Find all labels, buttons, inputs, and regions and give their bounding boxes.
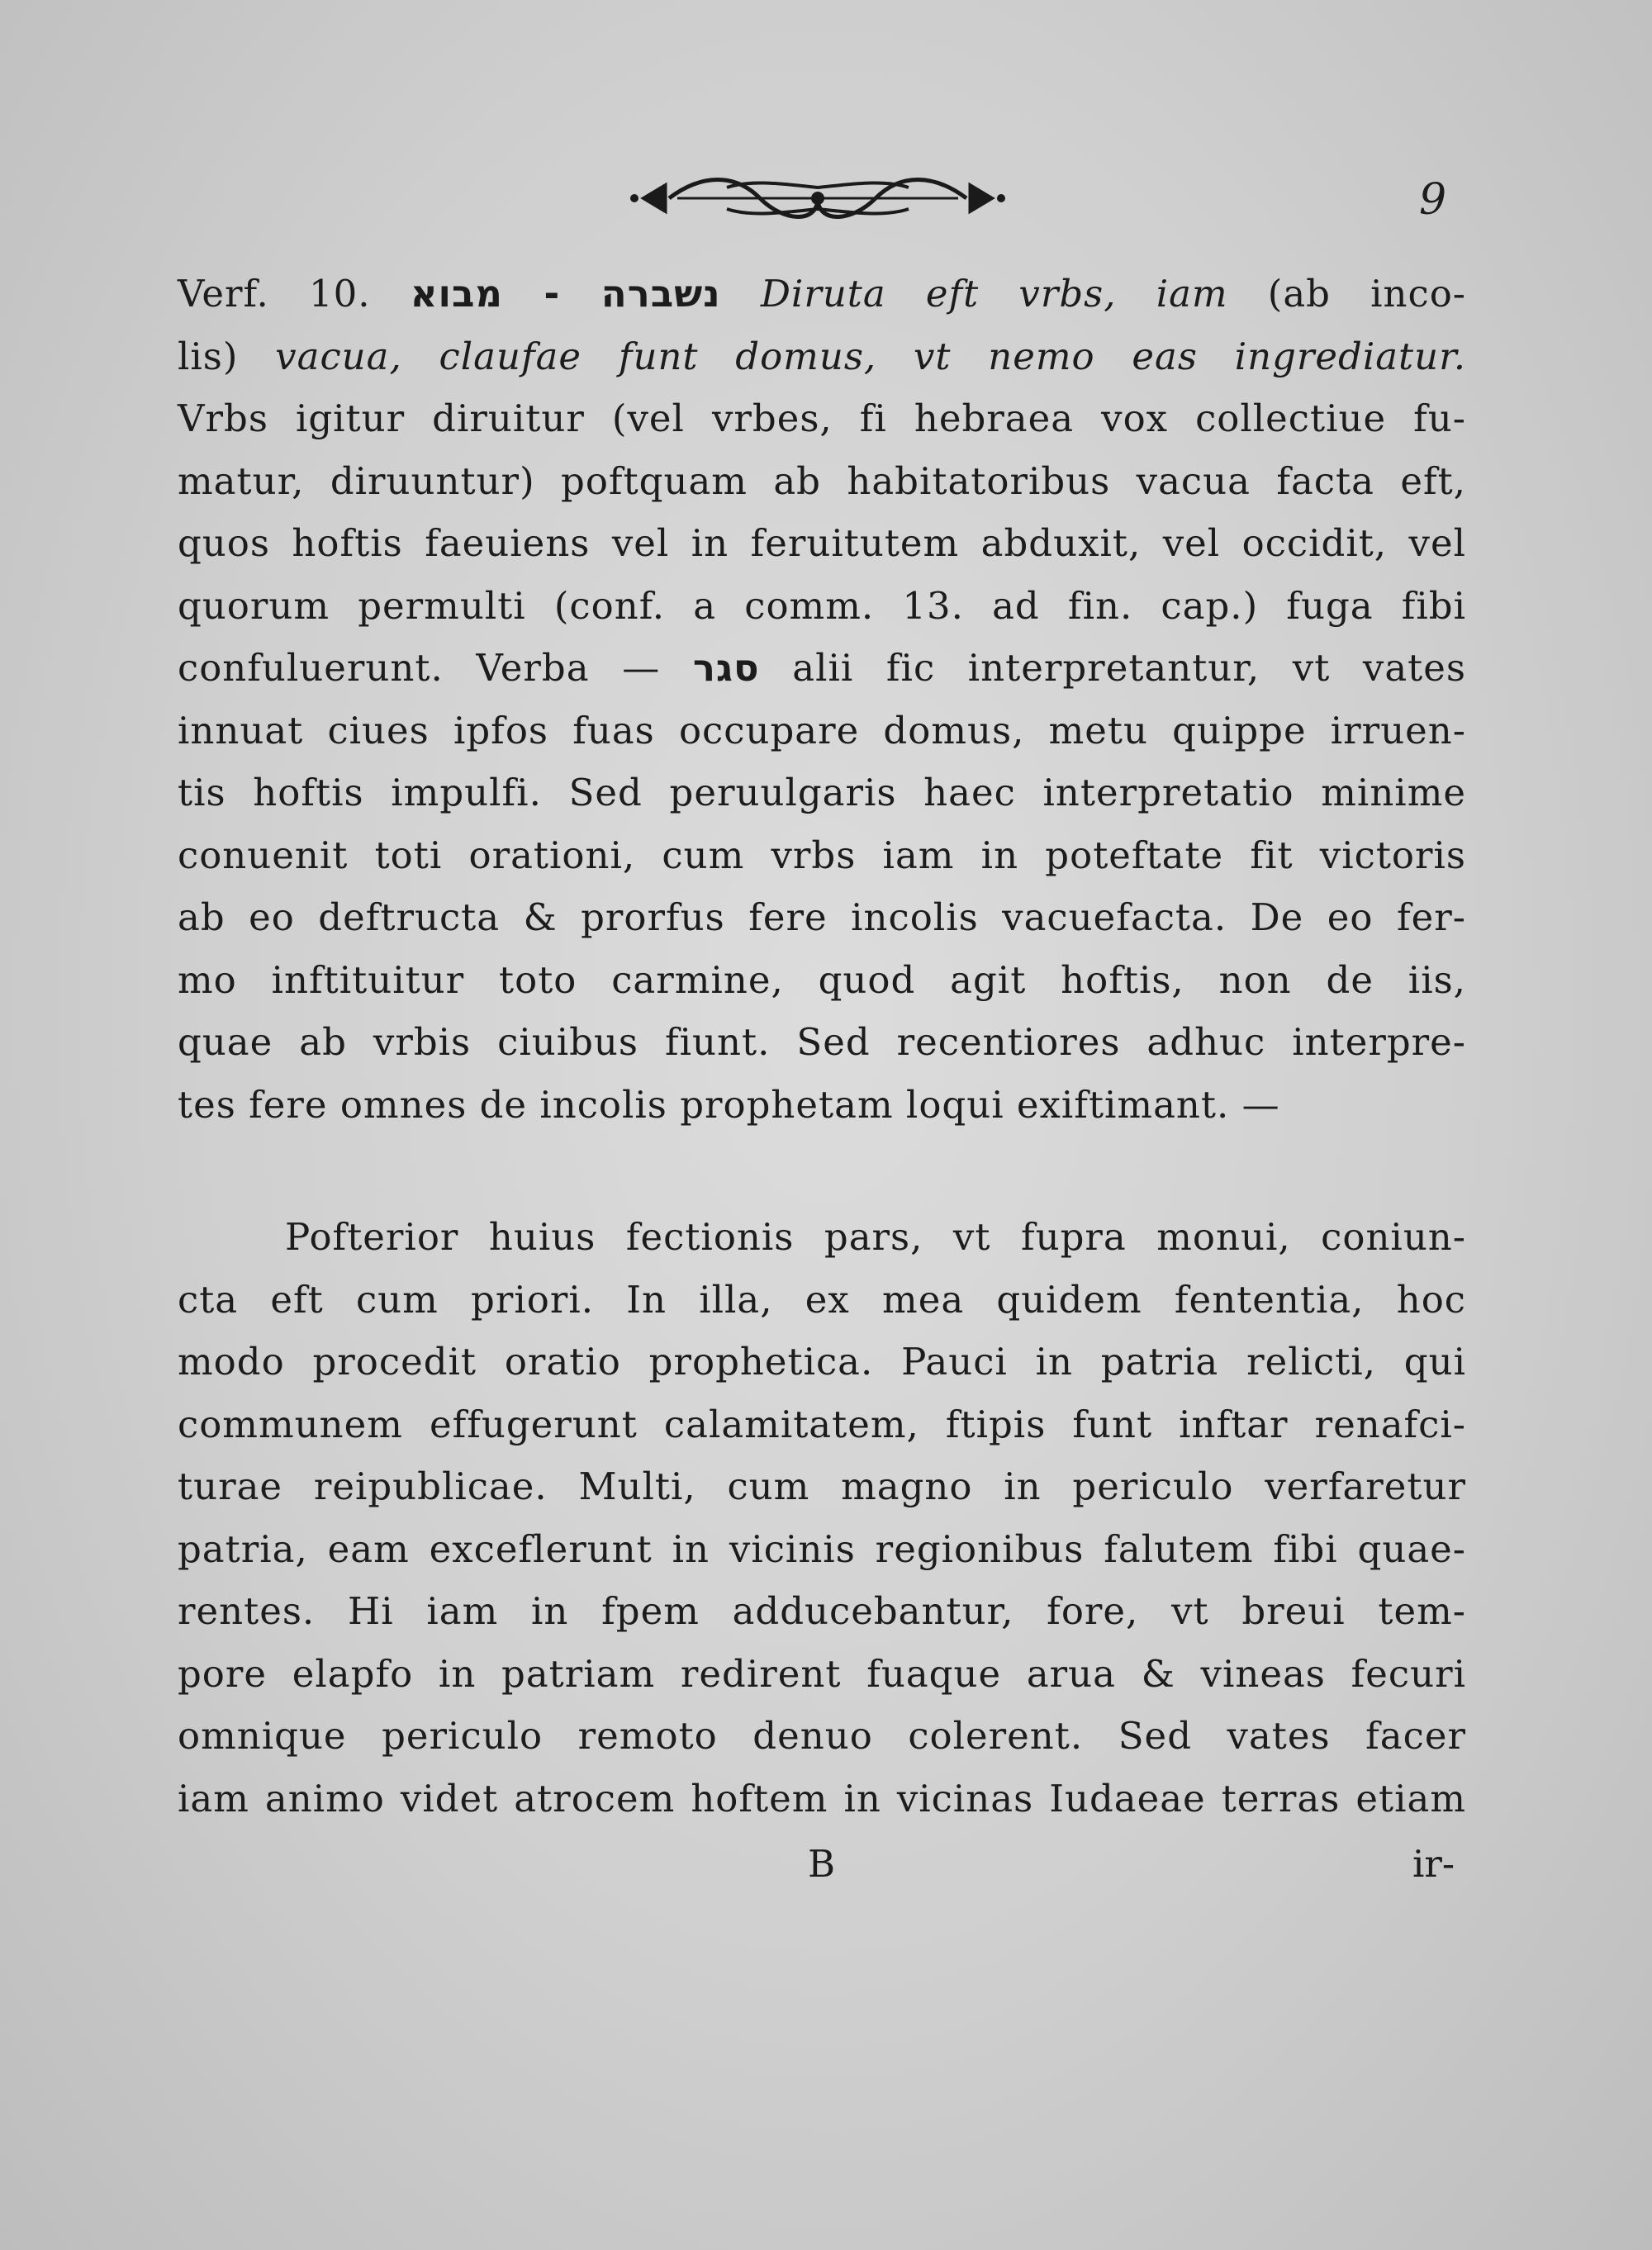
text-line: omnique periculo remoto denuo colerent. Sed vates facer [178,1714,1466,1758]
signature-mark: B [808,1842,836,1886]
text-line: conuenit toti orationi, cum vrbs iam in poteftate fit victoris [178,833,1466,877]
text-line: patria, eam exceflerunt in vicinis regionibus falutem fibi quae- [178,1526,1466,1571]
ornament-headpiece-icon [628,169,1008,227]
text-line: rentes. Hi iam in fpem adducebantur, fore, vt breui tem- [178,1589,1466,1633]
text-line: Verf. 10. נשברה - מבוא Diruta eft vrbs, iam (ab inco- [178,272,1466,316]
text-line: cta eft cum priori. In illa, ex mea quidem fententia, hoc [178,1277,1466,1322]
page-footer [0,1842,1652,1900]
text-line: quos hoftis faeuiens vel in feruitutem abduxit, vel occidit, vel [178,521,1466,565]
text-line: confuluerunt. Verba — סגר alii fic interpretantur, vt vates [178,646,1466,690]
text-line: lis) vacua, claufae funt domus, vt nemo eas ingrediatur. [178,334,1466,378]
catchword: ir- [1412,1842,1455,1886]
text-line: iam animo videt atrocem hoftem in vicinas Iudaeae terras etiam [178,1776,1466,1820]
text-line: quorum permulti (conf. a comm. 13. ad fin. cap.) fuga fibi [178,583,1466,628]
paragraph-2 [178,1206,1466,1830]
text-line: modo procedit oratio prophetica. Pauci in patria relicti, qui [178,1340,1466,1384]
hebrew-word: סגר [692,646,760,690]
paragraph-1 [178,263,1466,1136]
hebrew-phrase: נשברה - מבוא [410,272,721,316]
text-line: mo inftituitur toto carmine, quod agit hoftis, non de iis, [178,957,1466,1002]
text-line: pore elapfo in patriam redirent fuaque arua & vineas fecuri [178,1651,1466,1696]
page-number: 9 [1419,175,1447,225]
paragraph-gap [178,1136,1466,1206]
text-line: turae reipublicae. Multi, cum magno in periculo verfaretur [178,1464,1466,1508]
text-line: tis hoftis impulfi. Sed peruulgaris haec interpretatio minime [178,771,1466,814]
text-line: innuat ciues ipfos fuas occupare domus, metu quippe irruen- [178,708,1466,752]
text-line: Vrbs igitur diruitur (vel vrbes, fi hebraea vox collectiue fu- [178,396,1466,440]
text-line: matur, diruuntur) poftquam ab habitatoribus vacua facta eft, [178,458,1466,503]
main-text [178,263,1466,1830]
text-line: ab eo deftructa & prorfus fere incolis vacuefacta. De eo fer- [178,895,1466,939]
text-line: communem effugerunt calamitatem, ftipis funt inftar renafci- [178,1402,1466,1446]
text-line: tes fere omnes de incolis prophetam loqui exiftimant. — [178,1082,1280,1127]
text-line: Pofterior huius fectionis pars, vt fupra monui, coniun- [285,1215,1466,1259]
text-line: quae ab vrbis ciuibus fiunt. Sed recentiores adhuc interpre- [178,1020,1466,1064]
